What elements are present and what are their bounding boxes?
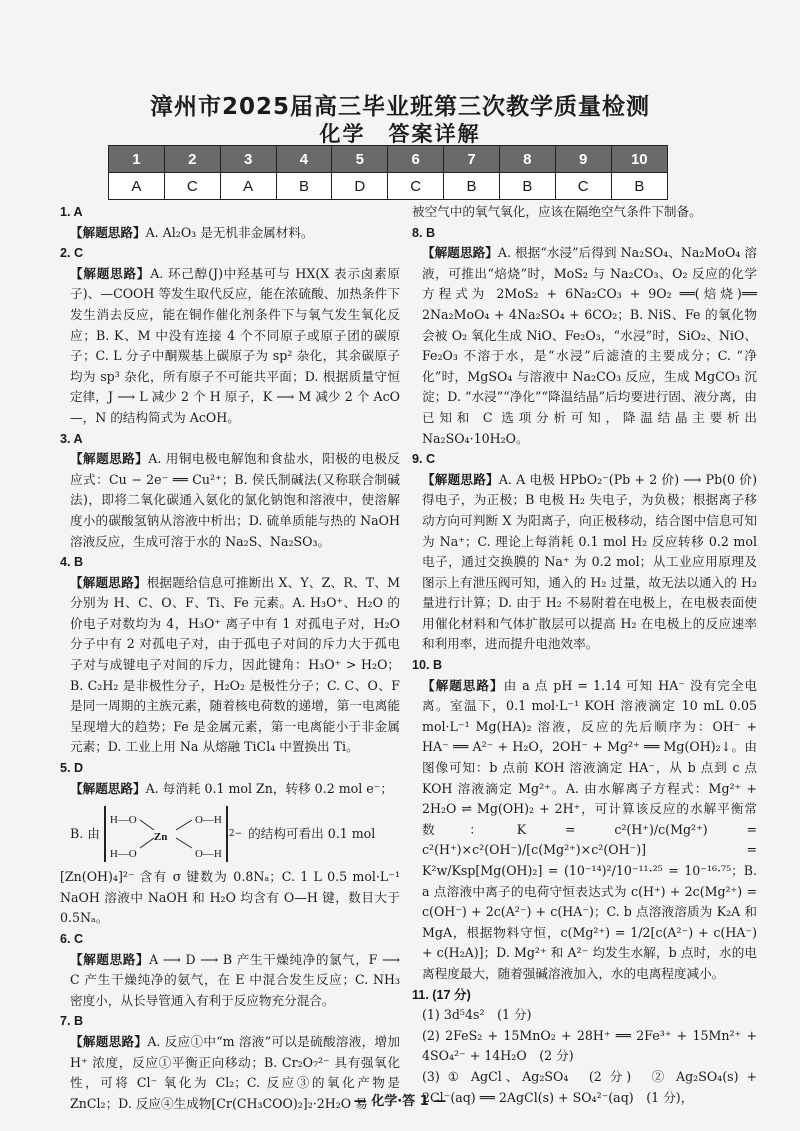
solution-tag: 【解题思路】 — [70, 574, 147, 590]
solution-text: (2) 2FeS₂ + 15MnO₂ + 28H⁺ ══ 2Fe³⁺ + 15Mn²⁺ + 4SO₄²⁻ + 14H₂O (2 分) — [422, 1027, 757, 1064]
structure-prefix: B. 由 — [70, 825, 100, 841]
solution-text: 【解题思路】A. 用铜电极电解饱和食盐水，阳极的电极反应式：Cu − 2e⁻ ══ Cu²⁺；B. 侯氏制碱法(又称联合制碱法)，即将二氧化碳通入氨化的氯化钠饱和溶液中，使溶解度小的碳酸氢钠从溶液中析出；D. 硫单质能与热的 NaOH 溶液反应，生成可溶于水的 Na₂S、Na₂SO₃。 — [70, 451, 401, 549]
question-number: 2 — [164, 146, 220, 173]
answer-heading: 1. A — [60, 205, 83, 219]
structure-o-h-bottom: O—H — [194, 848, 222, 861]
page-title: 漳州市2025届高三毕业班第三次教学质量检测 — [149, 94, 650, 120]
solution-text: 【解题思路】由 a 点 pH = 1.14 可知 HA⁻ 没有完全电离。室温下，0.1 mol·L⁻¹ KOH 溶液滴定 10 mL 0.05 mol·L⁻¹ Mg(HA)₂ 溶液，反应的先后顺序为：OH⁻ + HA⁻ ══ A²⁻ + H₂O，2OH⁻ + Mg²⁺ ══ Mg(OH)₂↓。由图像可知：b 点前 KOH 溶液滴定 HA⁻，从 b 点到 c 点 KOH 溶液滴定 Mg²⁺。A. 由水解离子方程式：Mg²⁺ + 2H₂O ⇌ Mg(OH)₂ + 2H⁺，可计算该反应的水解平衡常数：K = c²(H⁺)/c(Mg²⁺) = c²(H⁺)×c²(OH⁻)/[c(Mg²⁺)×c²(OH⁻)] = K²w/Ksp[Mg(OH)₂] = (10⁻¹⁴)²/10⁻¹¹·²⁵ = 10⁻¹⁶·⁷⁵；B. a 点溶液中离子的电荷守恒表达式为 c(H⁺) + 2c(Mg²⁺) = c(OH⁻) + 2c(A²⁻) + c(HA⁻)；C. b 点溶液溶质为 K₂A 和 MgA，根据物料守恒，c(Mg²⁺) = 1/2[c(A²⁻) + c(HA⁻) + c(H₂A)]；D. Mg²⁺ 和 A²⁻ 均发生水解，b 点时，水的电离程度最大，随着强碱溶液加入，水的电离程度减小。 — [422, 677, 758, 981]
answer-cell: A — [220, 173, 276, 200]
structure-zn: Zn — [153, 831, 168, 844]
solution-text: 被空气中的氧气氧化，应该在隔绝空气条件下制备。 — [412, 204, 702, 219]
answer-heading: 3. A — [60, 431, 83, 446]
answer-table-header-row — [109, 146, 668, 173]
question-number: 10 — [611, 146, 667, 173]
answer-cell: B — [499, 173, 555, 200]
solution-tag: 【解题思路】 — [70, 780, 146, 796]
structure-bracket — [104, 806, 228, 862]
answer-heading: 10. B — [412, 658, 443, 673]
solution-text: [Zn(OH)₄]²⁻ 含有 σ 键数为 0.8Nₐ；C. 1 L 0.5 mol·L⁻¹ NaOH 溶液中 NaOH 和 H₂O 均含有 O—H 键，数目大于 0.5Nₐ。 — [60, 869, 400, 926]
question-number: 3 — [220, 146, 276, 173]
answer-table-answer-row — [109, 173, 668, 200]
solution-text: 【解题思路】A. 根据“水浸”后得到 Na₂SO₄、Na₂MoO₄ 溶液，可推出“焙烧”时，MoS₂ 与 Na₂CO₃、O₂ 反应的化学方程式为 2MoS₂ + 6Na₂CO₃ + 9O₂ ══(焙烧)══ 2Na₂MoO₄ + 4Na₂SO₄ + 6CO₂；B. NiS、Fe 的氧化物会被 O₂ 氧化生成 NiO、Fe₂O₃，“水浸”时，SiO₂、NiO、Fe₂O₃ 不溶于水，是“水浸”后滤渣的主要成分；C. “净化”时，MgSO₄ 与溶液中 Na₂CO₃ 反应，生成 MgCO₃ 沉淀；D. “水浸”“净化”“降温结晶”后均要进行固、液分离，由已知和 C 选项分析可知，降温结晶主要析出 Na₂SO₄·10H₂O。 — [422, 245, 757, 446]
answer-heading: 7. B — [60, 1014, 84, 1029]
structure-charge: 2− — [228, 828, 243, 839]
answer-cell: D — [332, 173, 388, 200]
solution-tag: 【解题思路】 — [70, 451, 149, 467]
answer-heading: 11. (17 分) — [412, 987, 471, 1002]
answer-cell: A — [109, 173, 165, 200]
solution-text: (3) ① AgCl、Ag₂SO₄ (2 分) ② Ag₂SO₄(s) + 2Cl⁻(aq) ══ 2AgCl(s) + SO₄²⁻(aq) (1 分)， — [422, 1068, 757, 1105]
structure-h-o-top: H—O — [109, 814, 137, 827]
answer-cell: B — [611, 173, 667, 200]
answer-cell: C — [555, 173, 611, 200]
question-number: 9 — [555, 146, 611, 173]
solution-tag: 【解题思路】 — [422, 245, 498, 261]
question-number: 4 — [276, 146, 332, 173]
answer-heading: 2. C — [60, 246, 84, 261]
bond-line — [140, 838, 154, 848]
solution-tag: 【解题思路】 — [422, 677, 504, 693]
solution-tag: 【解题思路】 — [70, 224, 146, 240]
answer-table — [108, 145, 668, 200]
question-number: 1 — [109, 146, 165, 173]
answer-heading: 9. C — [412, 452, 436, 467]
solution-text: 【解题思路】A ⟶ D ⟶ B 产生干燥纯净的氯气，F ⟶ C 产生干燥纯净的氨气，在 E 中混合发生反应；C. NH₃ 密度小，从长导管通入有利于反应物充分混合。 — [70, 951, 401, 1008]
structure-o-h-top: O—H — [194, 814, 222, 827]
page-subtitle: 化学 答案详解 — [319, 122, 481, 146]
solution-text: 【解题思路】A. 反应①中“m 溶液”可以是硫酸溶液，增加 H⁺ 浓度，反应①平衡正向移动；B. Cr₂O₇²⁻ 具有强氧化性，可将 Cl⁻ 氧化为 Cl₂；C. 反应③的氧化产物是 ZnCl₂；D. 反应④生成物[Cr(CH₃COO)₂]₂·2H₂O 易 — [70, 1033, 400, 1111]
question-number: 5 — [332, 146, 388, 173]
question-number: 6 — [388, 146, 444, 173]
answer-heading: 4. B — [60, 555, 84, 570]
solution-tag: 【解题思路】 — [70, 265, 151, 281]
bond-line — [140, 820, 154, 830]
structure-h-o-bottom: H—O — [109, 848, 137, 861]
answer-cell: B — [444, 173, 500, 200]
page-footer: — 化学·答 1 — — [353, 1094, 447, 1109]
zinc-hydroxide-structure — [60, 803, 400, 865]
question-number: 8 — [499, 146, 555, 173]
answer-cell: B — [276, 173, 332, 200]
answer-heading: 5. D — [60, 761, 84, 776]
solution-text: 【解题思路】A. 每消耗 0.1 mol Zn，转移 0.2 mol e⁻； — [70, 780, 393, 796]
solution-tag: 【解题思路】 — [70, 951, 150, 967]
structure-suffix: 的结构可看出 0.1 mol — [248, 825, 376, 841]
bond-line — [176, 838, 192, 848]
answer-heading: 8. B — [412, 225, 436, 240]
solution-tag: 【解题思路】 — [422, 471, 499, 487]
question-number: 7 — [444, 146, 500, 173]
solution-tag: 【解题思路】 — [70, 1033, 148, 1049]
structure-bonds — [106, 806, 226, 862]
solution-text: (1) 3d⁵4s² (1 分) — [422, 1007, 532, 1023]
solution-text: 【解题思路】A. Al₂O₃ 是无机非金属材料。 — [70, 224, 314, 240]
solution-text: 【解题思路】A. A 电极 HPbO₂⁻(Pb + 2 价) ⟶ Pb(0 价)得电子，为正极；B 电极 H₂ 失电子，为负极；根据离子移动方向可判断 X 为阳离子，向正极移动，结合图中信息可知为 Na⁺；C. 理论上每消耗 0.1 mol H₂ 反应转移 0.2 mol 电子，通过交换膜的 Na⁺ 为 0.2 mol；从工业应用原理及图示上有泄压阀可知，通入的 H₂ 过量，故无法以通入的 H₂ 量进行计算；D. 由于 H₂ 不易附着在电极上，在电极表面使用催化材料和气体扩散层可以提高 H₂ 在电极上的反应速率和利用率，进而提升电池效率。 — [422, 471, 757, 652]
right-column — [412, 202, 757, 1108]
left-column — [60, 202, 400, 1114]
answer-heading: 6. C — [60, 932, 84, 946]
solution-text: 【解题思路】根据题给信息可推断出 X、Y、Z、R、T、M 分别为 H、C、O、F、Ti、Fe 元素。A. H₃O⁺、H₂O 的价电子对数均为 4，H₃O⁺ 离子中有 1 对孤电子对，H₂O 分子中有 2 对孤电子对，由于孤电子对间的斥力大于孤电子对与成键电子对间的斥力，因此键角：H₃O⁺ > H₂O；B. C₂H₂ 是非极性分子，H₂O₂ 是极性分子；C. C、O、F 是同一周期的主族元素，随着核电荷数的递增，第一电离能呈现增大的趋势；Fe 是金属元素，第一电离能小于非金属元素；D. 工业上用 Na 从熔融 TiCl₄ 中置换出 Ti。 — [70, 574, 401, 755]
answer-cell: C — [388, 173, 444, 200]
bond-line — [176, 820, 192, 830]
solution-text: 【解题思路】A. 环己醇(J)中羟基可与 HX(X 表示卤素原子)、—COOH 等发生取代反应，能在浓硫酸、加热条件下发生消去反应，能在铜作催化剂条件下与氧气发生氧化反应；B. K、M 中没有连接 4 个不同原子或原子团的碳原子；C. L 分子中酮羰基上碳原子为 sp² 杂化，其余碳原子均为 sp³ 杂化，所有原子不可能共平面；D. 根据质量守恒定律，J ⟶ L 减少 2 个 H 原子，K ⟶ M 减少 2 个 AcO—，N 的结构简式为 AcOH。 — [70, 265, 401, 425]
answer-cell: C — [164, 173, 220, 200]
